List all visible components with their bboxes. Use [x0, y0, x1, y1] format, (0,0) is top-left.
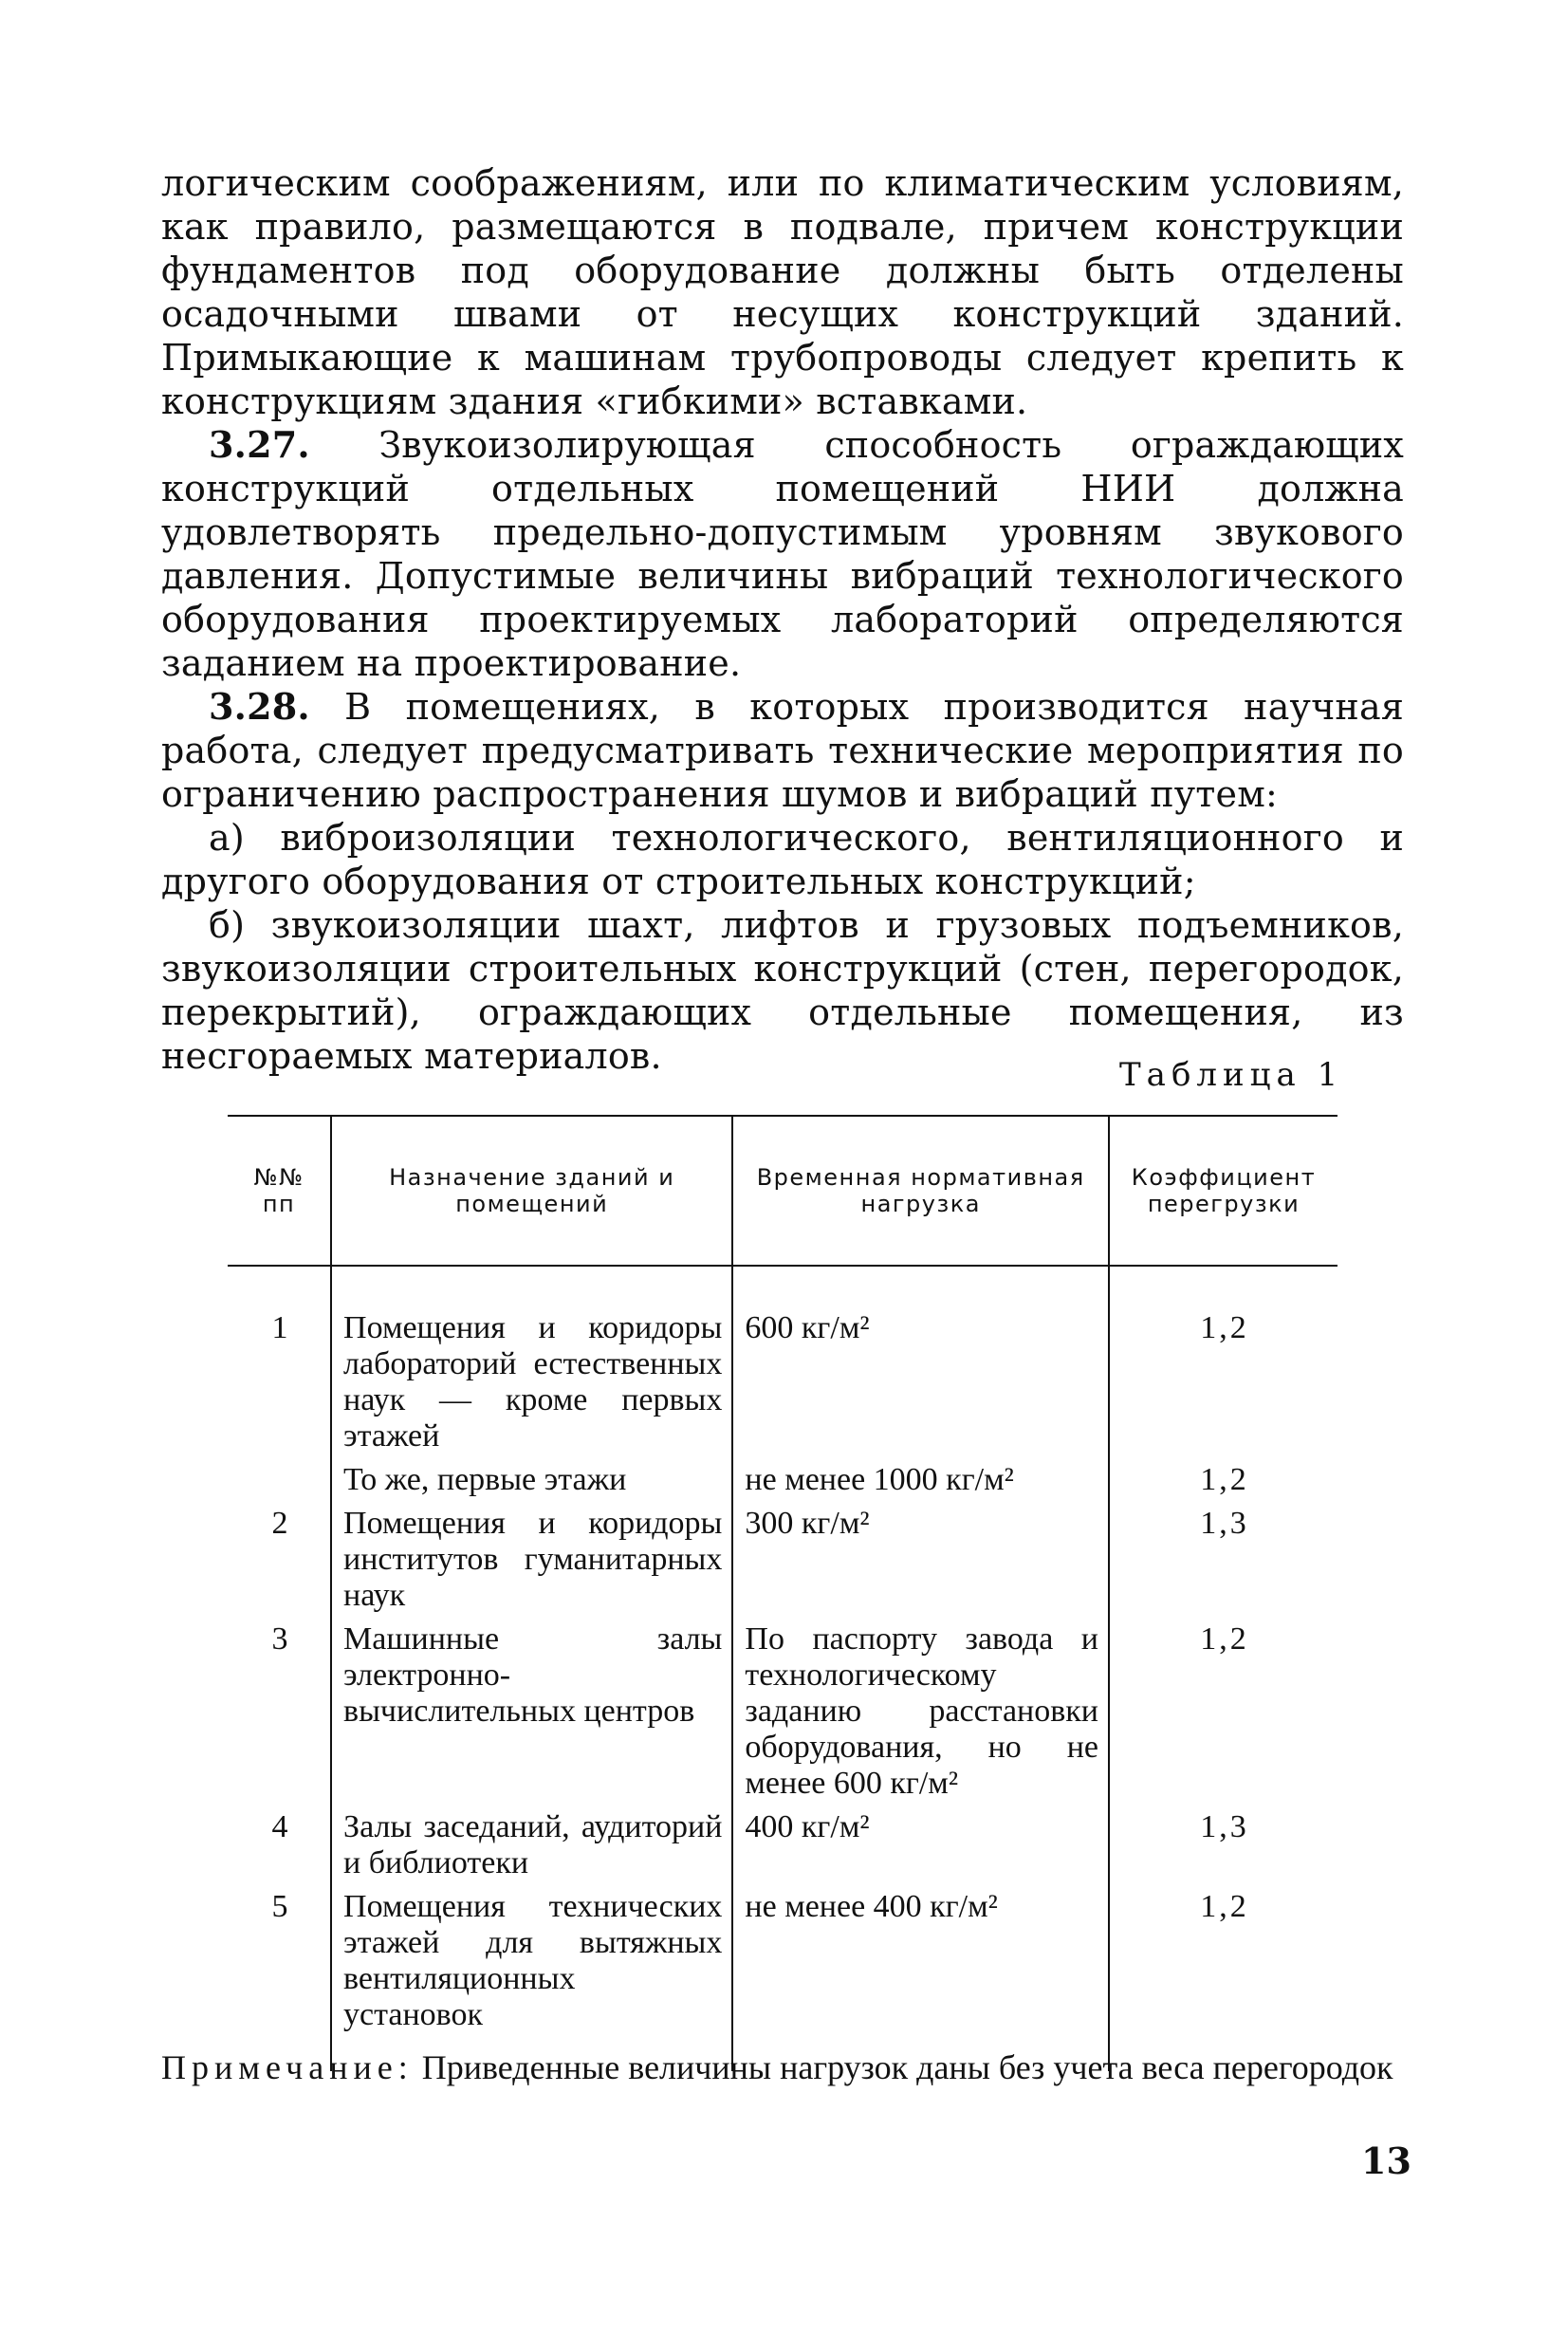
- table-row: [228, 1621, 1337, 1809]
- table-row: [228, 1462, 1337, 1506]
- cell-load: не менее 1000 кг/м²: [732, 1462, 1109, 1506]
- cell-coef: 1,2: [1109, 1462, 1337, 1506]
- cell-load: 600 кг/м²: [732, 1266, 1109, 1462]
- cell-num: 2: [271, 1506, 288, 1541]
- load-table: [228, 1115, 1337, 2071]
- cell-purpose: То же, первые этажи: [331, 1462, 732, 1506]
- paragraph-3-27: [161, 423, 1404, 685]
- paragraph-3-28-text: В помещениях, в которых производится научная работа, следует предусматривать технические мероприятия по ограничению распространения шумов и вибраций путем:: [161, 686, 1404, 815]
- header-purpose: Назначение зданий и помещений: [331, 1116, 732, 1266]
- table-row: [228, 1266, 1337, 1462]
- cell-num: 3: [271, 1621, 288, 1657]
- cell-purpose: Залы заседаний, аудиторий и библиотеки: [331, 1809, 732, 1889]
- paragraph-continuation: логическим соображениям, или по климатическим условиям, как правило, размещаются в подвале, причем конструкции фундаментов под оборудование должны быть отделены осадочными швами от несущих конструкций зданий. Примыкающие к машинам трубопроводы следует крепить к конструкциям здания «гибкими» вставками.: [161, 162, 1404, 422]
- cell-load: 300 кг/м²: [732, 1506, 1109, 1621]
- table-header-row: [228, 1116, 1337, 1266]
- cell-num: 5: [271, 1889, 288, 1924]
- page-number: 13: [1361, 2139, 1411, 2182]
- cell-num: [228, 1462, 331, 1506]
- table-note: [161, 2047, 1404, 2087]
- cell-coef: 1,3: [1109, 1506, 1337, 1621]
- table-caption: Таблица 1: [1119, 1056, 1344, 1094]
- cell-purpose: Помещения и коридоры лабораторий естественных наук — кроме первых этажей: [331, 1266, 732, 1462]
- table-row: [228, 1889, 1337, 2071]
- cell-purpose: Помещения технических этажей для вытяжных вентиляционных установок: [331, 1889, 732, 2071]
- cell-load: не менее 400 кг/м²: [732, 1889, 1109, 2071]
- header-coef: Коэффициент перегрузки: [1109, 1116, 1337, 1266]
- cell-load: 400 кг/м²: [732, 1809, 1109, 1889]
- header-num: №№ пп: [228, 1116, 331, 1266]
- cell-load: По паспорту завода и технологическому заданию расстановки оборудования, но не менее 600 кг/м²: [732, 1621, 1109, 1809]
- cell-num: 4: [271, 1809, 288, 1844]
- paragraph-3-27-text: Звукоизолирующая способность ограждающих конструкций отдельных помещений НИИ должна удовлетворять предельно-допустимым уровням звукового давления. Допустимые величины вибраций технологического оборудования проектируемых лабораторий определяются заданием на проектирование.: [161, 424, 1404, 684]
- note-text: Приведенные величины нагрузок даны без учета веса перегородок: [413, 2048, 1393, 2086]
- list-item-a: а) виброизоляции технологического, вентиляционного и другого оборудования от строительных конструкций;: [161, 817, 1404, 902]
- header-load: Временная нормативная нагрузка: [732, 1116, 1109, 1266]
- table-row: [228, 1809, 1337, 1889]
- cell-coef: 1,2: [1109, 1621, 1337, 1809]
- cell-num: 1: [271, 1310, 288, 1345]
- cell-coef: 1,3: [1109, 1809, 1337, 1889]
- cell-coef: 1,2: [1109, 1266, 1337, 1462]
- section-number-3-28: 3.28.: [209, 685, 310, 728]
- cell-purpose: Помещения и коридоры институтов гуманитарных наук: [331, 1506, 732, 1621]
- cell-purpose: Машинные залы электронно-вычислительных центров: [331, 1621, 732, 1809]
- cell-coef: 1,2: [1109, 1889, 1337, 2071]
- body-text: [161, 161, 1404, 1078]
- table-row: [228, 1506, 1337, 1621]
- section-number-3-27: 3.27.: [209, 423, 310, 466]
- paragraph-3-28: [161, 685, 1404, 816]
- note-label: Примечание:: [161, 2048, 414, 2086]
- list-item-b: б) звукоизоляции шахт, лифтов и грузовых подъемников, звукоизоляции строительных конструкций (стен, перегородок, перекрытий), ограждающих отдельные помещения, из несгораемых материалов.: [161, 904, 1404, 1077]
